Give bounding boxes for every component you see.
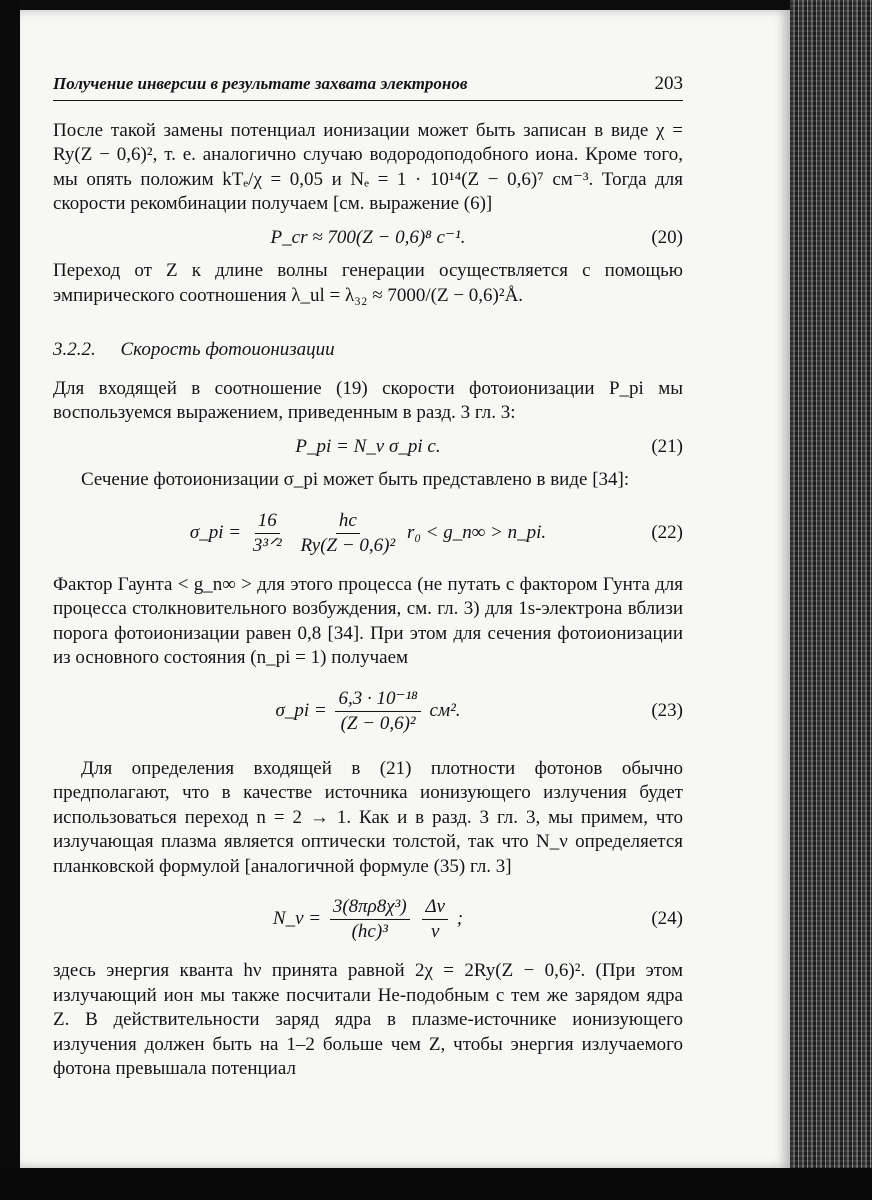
equation-22-rest: r₀ < g_n∞ > n_pi. xyxy=(406,521,547,543)
equation-24-lhs: N_ν = xyxy=(272,908,322,929)
equation-23-lhs: σ_pi = xyxy=(275,699,327,721)
fraction-numerator: hc xyxy=(336,509,360,534)
book-page-edges xyxy=(790,0,872,1200)
fraction-numerator: 6,3 · 10⁻¹⁸ xyxy=(335,687,420,712)
fraction-numerator: 16 xyxy=(255,509,280,534)
paragraph-2: Переход от Z к длине волны генерации осуществляется с помощью эмпирического соотношения λ_ul = λ₃₂ ≈ 7000/(Z − 0,6)²Å. xyxy=(53,260,683,306)
equation-22-expr xyxy=(190,509,546,558)
equation-22-fraction-1 xyxy=(250,509,285,558)
equation-20-number: (20) xyxy=(651,226,683,248)
equation-23-rest: см². xyxy=(429,699,461,721)
running-title: Получение инверсии в результате захвата электронов xyxy=(53,74,468,93)
paragraph-4: Сечение фотоионизации σ_pi может быть представлено в виде [34]: xyxy=(81,469,630,490)
fraction-numerator: 3(8πρ8χ³) xyxy=(330,895,410,920)
equation-20 xyxy=(53,226,683,251)
fraction-denominator: Ry(Z − 0,6)² xyxy=(300,534,396,556)
equation-21-expr: P_pi = N_ν σ_pi c. xyxy=(295,435,441,457)
equation-22 xyxy=(53,502,683,564)
equation-22-fraction-2 xyxy=(298,509,399,558)
equation-22-number: (22) xyxy=(651,521,683,543)
equation-23-expr xyxy=(275,687,460,736)
equation-24-fraction-2 xyxy=(422,895,448,944)
fraction-denominator: 3³ᐟ² xyxy=(252,534,282,556)
fraction-denominator: (Z − 0,6)² xyxy=(340,712,416,734)
equation-22-lhs: σ_pi = xyxy=(189,521,242,543)
page-content xyxy=(53,72,683,1082)
scan-top-border xyxy=(0,0,872,10)
equation-20-expr: P_cr ≈ 700(Z − 0,6)⁸ с⁻¹. xyxy=(270,226,466,248)
equation-23-number: (23) xyxy=(651,699,683,721)
equation-21-number: (21) xyxy=(651,435,683,457)
equation-24-number: (24) xyxy=(651,908,683,929)
page-number: 203 xyxy=(654,73,683,94)
paragraph-3: Для входящей в соотношение (19) скорости фотоионизации P_pi мы воспользуемся выражением, приведенным в разд. 3 гл. 3: xyxy=(53,377,683,423)
equation-23 xyxy=(53,680,683,742)
paragraph-7: здесь энергия кванта hν принята равной 2χ = 2Ry(Z − 0,6)². (При этом излучающий ион мы также посчитали Не-подобным с тем же зарядом ядра Z. В действительности заряд ядра в плазме-источнике ионизующего излучения должен быть на 1–2 больше чем Z, чтобы энергия излучаемого фотона превышала потенциал xyxy=(53,960,683,1079)
paragraph-6: Для определения входящей в (21) плотности фотонов обычно предполагают, что в качестве источника ионизующего излучения будет использоваться переход n = 2 → 1. Как и в разд. 3 гл. 3, мы примем, что излучающая плазма является оптически толстой, так что N_ν определяется планковской формулой [аналогичной формуле (35) гл. 3] xyxy=(53,757,683,877)
equation-24-expr xyxy=(273,895,463,944)
section-title: Скорость фотоионизации xyxy=(120,339,335,360)
equation-24-rest: ; xyxy=(456,908,464,929)
equation-24 xyxy=(53,888,683,950)
section-number: 3.2.2. xyxy=(53,339,96,360)
equation-24-fraction-1 xyxy=(330,895,410,944)
paragraph-5: Фактор Гаунта < g_n∞ > для этого процесса (не путать с фактором Гунта для процесса столкновительного возбуждения, см. гл. 3) для 1s-электрона вблизи порога фотоионизации равен 0,8 [34]. При этом для сечения фотоионизации из основного состояния (n_pi = 1) получаем xyxy=(53,573,683,668)
fraction-denominator: ν xyxy=(431,921,440,943)
equation-23-fraction xyxy=(335,687,420,736)
equation-21 xyxy=(53,435,683,460)
book-page xyxy=(20,10,790,1168)
section-heading xyxy=(53,338,683,363)
running-header xyxy=(53,72,683,101)
scan-bottom-border xyxy=(0,1168,872,1200)
paragraph-1: После такой замены потенциал ионизации может быть записан в виде χ = Ry(Z − 0,6)², т. е. аналогично случаю водородоподобного иона. Кроме того, мы опять положим kTₑ/χ = 0,05 и Nₑ = 1 · 10¹⁴(Z − 0,6)⁷ см⁻³. Тогда для скорости рекомбинации получаем [см. выражение (6)] xyxy=(53,119,683,214)
fraction-numerator: Δν xyxy=(422,895,448,920)
fraction-denominator: (hc)³ xyxy=(351,921,388,943)
scan-left-border xyxy=(0,0,20,1200)
